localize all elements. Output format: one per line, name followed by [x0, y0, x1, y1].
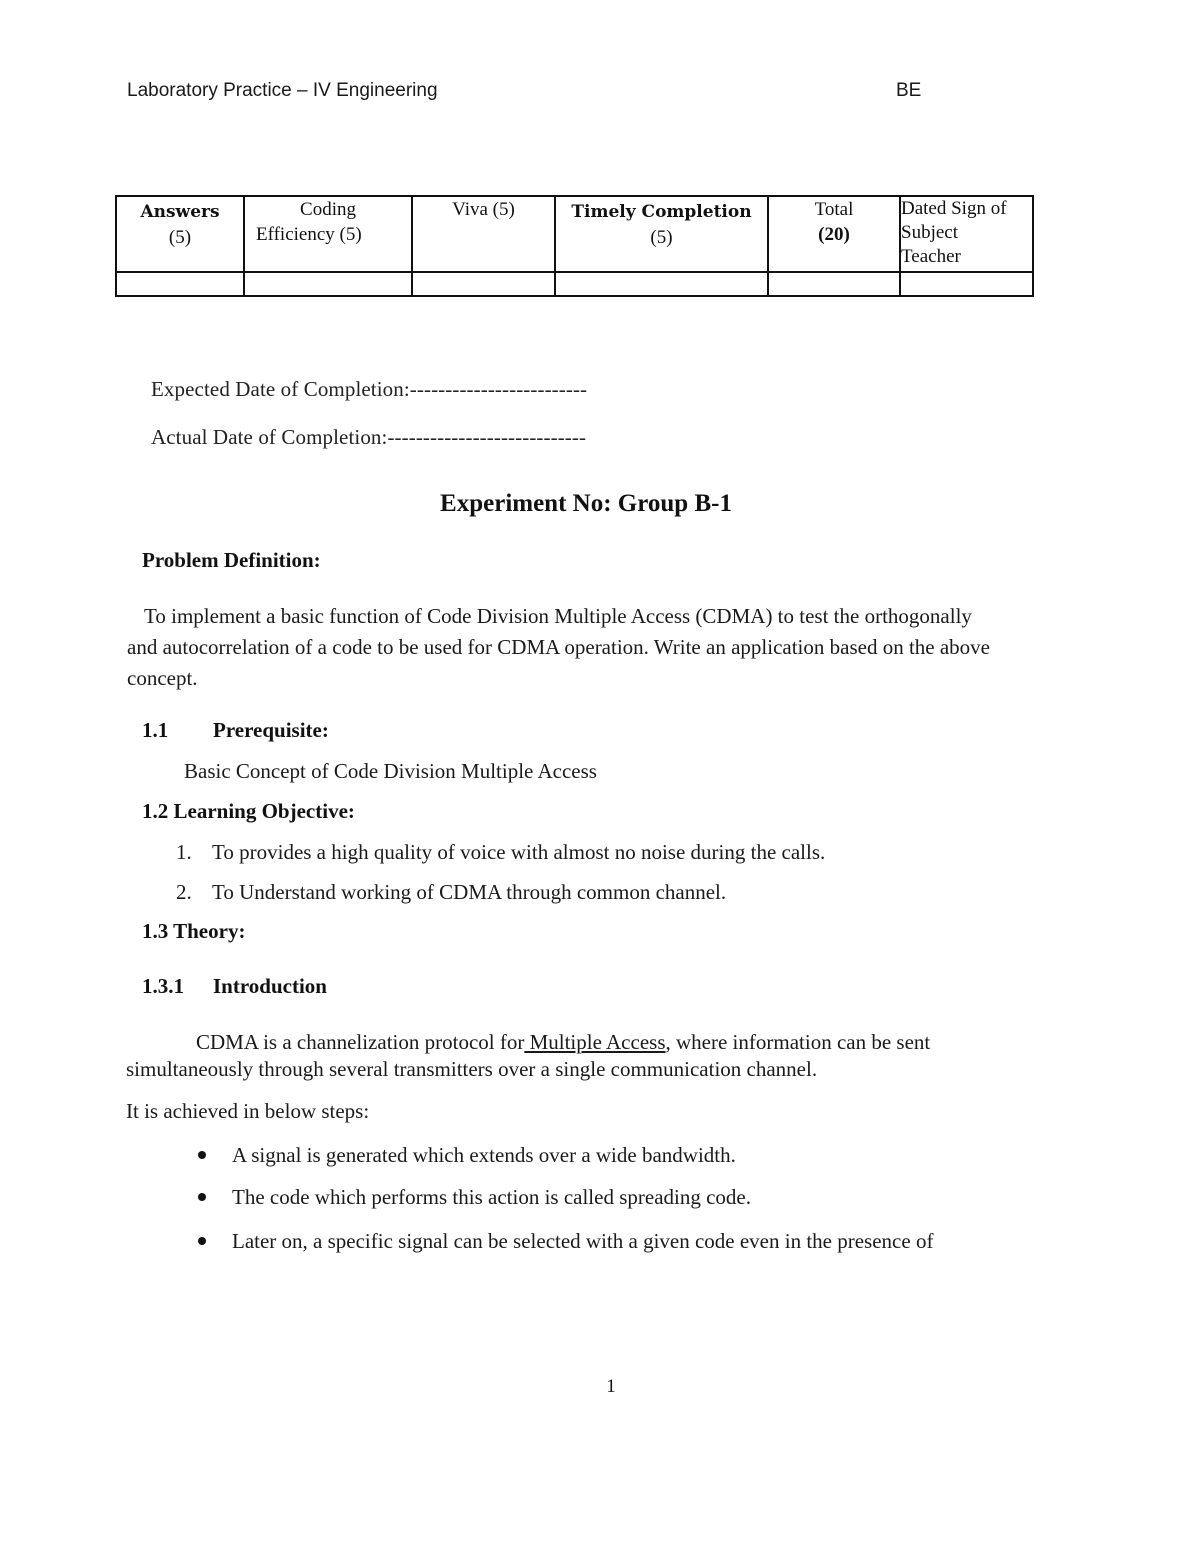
- problem-line-3: concept.: [127, 666, 198, 690]
- coding-entry[interactable]: [244, 272, 412, 296]
- timely-cell: [555, 196, 768, 272]
- bullet-item-2: The code which performs this action is called spreading code.: [232, 1185, 751, 1209]
- grading-table-header-row: [116, 196, 1033, 272]
- learning-item-2-number: 2.: [176, 880, 192, 904]
- grading-table-entry-row: [116, 272, 1033, 296]
- prerequisite-heading: Prerequisite:: [213, 718, 329, 742]
- page-number: 1: [606, 1376, 616, 1397]
- answers-cell: [116, 196, 244, 272]
- intro-text-after: , where information can be sent: [665, 1030, 931, 1054]
- viva-label: Viva (5): [452, 199, 515, 220]
- intro-line-2: simultaneously through several transmitters over a single communication channel.: [126, 1057, 818, 1081]
- answers-marks: (5): [168, 227, 192, 248]
- coding-cell: [244, 196, 412, 272]
- introduction-heading: Introduction: [213, 974, 327, 998]
- timely-entry[interactable]: [555, 272, 768, 296]
- total-label: Total: [814, 199, 854, 220]
- total-marks: (20): [818, 224, 850, 245]
- sign-label-line2: Subject: [901, 222, 958, 243]
- prerequisite-text: Basic Concept of Code Division Multiple Access: [184, 759, 597, 783]
- sign-label-line1: Dated Sign of: [901, 198, 1007, 219]
- learning-item-1-text: To provides a high quality of voice with almost no noise during the calls.: [212, 840, 826, 864]
- answers-entry[interactable]: [116, 272, 244, 296]
- multiple-access-link[interactable]: Multiple Access: [524, 1030, 666, 1054]
- introduction-number: 1.3.1: [142, 974, 184, 998]
- learning-item-1-number: 1.: [176, 840, 192, 864]
- prerequisite-number: 1.1: [142, 718, 169, 742]
- sign-label-line3: Teacher: [901, 246, 961, 267]
- viva-cell: [412, 196, 555, 272]
- problem-heading: Problem Definition:: [142, 548, 321, 572]
- total-entry[interactable]: [768, 272, 900, 296]
- bullet-icon: [198, 1151, 206, 1159]
- viva-entry[interactable]: [412, 272, 555, 296]
- sign-entry[interactable]: [900, 272, 1033, 296]
- actual-date: Actual Date of Completion:----------------------------: [151, 425, 587, 449]
- intro-text-before: CDMA is a channelization protocol for: [196, 1030, 525, 1054]
- learning-item-2-text: To Understand working of CDMA through common channel.: [212, 880, 727, 904]
- total-cell: [768, 196, 900, 272]
- experiment-title: Experiment No: Group B-1: [440, 490, 732, 517]
- page-header-class: BE: [896, 80, 922, 101]
- bullet-item-1: A signal is generated which extends over a wide bandwidth.: [232, 1143, 736, 1167]
- coding-efficiency-label: Efficiency (5): [256, 224, 362, 245]
- problem-paragraph: [127, 601, 1127, 694]
- timely-marks: (5): [650, 227, 673, 248]
- grading-table: [115, 195, 1034, 297]
- expected-date: Expected Date of Completion:-------------------------: [151, 377, 588, 401]
- timely-label: Timely Completion: [571, 202, 752, 222]
- bullet-icon: [198, 1193, 206, 1201]
- bullet-item-3: Later on, a specific signal can be selected with a given code even in the presence of: [232, 1229, 934, 1253]
- coding-label: Coding: [300, 199, 356, 220]
- problem-line-2: and autocorrelation of a code to be used for CDMA operation. Write an application based on the above: [127, 635, 990, 659]
- steps-intro: It is achieved in below steps:: [126, 1099, 370, 1123]
- learning-heading: 1.2 Learning Objective:: [142, 799, 355, 823]
- page-header-title: Laboratory Practice – IV Engineering: [127, 80, 438, 101]
- bullet-icon: [198, 1237, 206, 1245]
- answers-label: Answers: [140, 202, 220, 222]
- theory-heading: 1.3 Theory:: [142, 919, 246, 943]
- sign-cell: [900, 196, 1033, 272]
- problem-line-1: To implement a basic function of Code Division Multiple Access (CDMA) to test the orthogonally: [144, 604, 972, 628]
